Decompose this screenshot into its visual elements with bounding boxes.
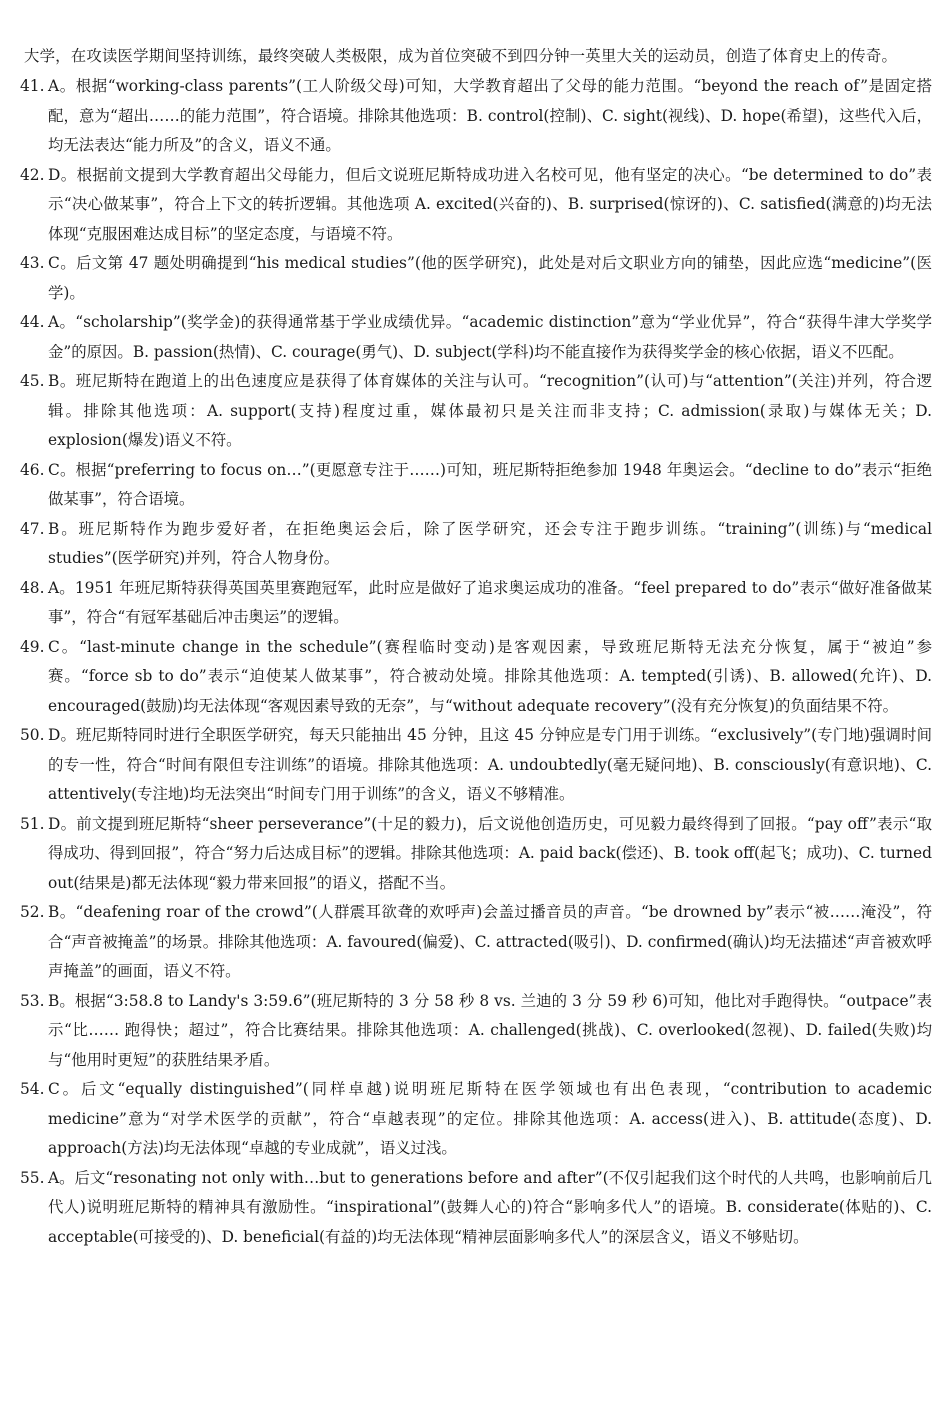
intro-paragraph: 大学，在攻读医学期间坚持训练，最终突破人类极限，成为首位突破不到四分钟一英里大关的运动员，创造了体育史上的传奇。 bbox=[24, 47, 898, 65]
explanation-item bbox=[20, 456, 932, 515]
explanation-item bbox=[20, 1164, 932, 1253]
explanation-item bbox=[20, 161, 932, 250]
explanation-item bbox=[20, 367, 932, 456]
question-number: 49. bbox=[20, 637, 45, 656]
explanation-item bbox=[20, 721, 932, 810]
explanation-text: D。班尼斯特同时进行全职医学研究，每天只能抽出 45 分钟，且这 45 分钟应是专门用于训练。“exclusively”(专门地)强调时间的专一性，符合“时间有限但专注训练”的语境。排除其他选项：A. undoubtedly(毫无疑问地)、B. consciously(有意识地)、C. attentively(专注地)均无法突出“时间专门用于训练”的含义，语义不够精准。 bbox=[48, 726, 932, 803]
explanation-item bbox=[20, 308, 932, 367]
explanation-item bbox=[20, 515, 932, 574]
explanation-text: B。“deafening roar of the crowd”(人群震耳欲聋的欢呼声)会盖过播音员的声音。“be drowned by”表示“被……淹没”，符合“声音被掩盖”的场景。排除其他选项：A. favoured(偏爱)、C. attracted(吸引)、D. confirmed(确认)均无法描述“声音被欢呼声掩盖”的画面，语义不符。 bbox=[48, 903, 932, 980]
question-number: 50. bbox=[20, 726, 45, 744]
question-number: 55. bbox=[20, 1168, 45, 1187]
explanation-item bbox=[20, 72, 932, 161]
explanation-text: A。后文“resonating not only with…but to generations before and after”(不仅引起我们这个时代的人共鸣，也影响前后几代人)说明班尼斯特的精神具有激励性。“inspirational”(鼓舞人心的)符合“影响多代人”的语境。B. considerate(体贴的)、C. acceptable(可接受的)、D. beneficial(有益的)均无法体现“精神层面影响多代人”的深层含义，语义不够贴切。 bbox=[48, 1168, 932, 1246]
question-number: 53. bbox=[20, 991, 45, 1010]
explanation-text: A。1951 年班尼斯特获得英国英里赛跑冠军，此时应是做好了追求奥运成功的准备。“feel prepared to do”表示“做好准备做某事”，符合“有冠军基础后冲击奥运”的逻辑。 bbox=[48, 578, 932, 626]
explanation-text: C。后文第 47 题处明确提到“his medical studies”(他的医学研究)，此处是对后文职业方向的铺垫，因此应选“medicine”(医学)。 bbox=[48, 254, 932, 302]
question-number: 54. bbox=[20, 1080, 45, 1098]
explanation-item bbox=[20, 1075, 932, 1164]
question-number: 43. bbox=[20, 254, 45, 272]
question-number: 41. bbox=[20, 77, 45, 95]
explanation-text: B。班尼斯特在跑道上的出色速度应是获得了体育媒体的关注与认可。“recognition”(认可)与“attention”(关注)并列，符合逻辑。排除其他选项：A. support(支持)程度过重，媒体最初只是关注而非支持；C. admission(录取)与媒体无关；D. explosion(爆发)语义不符。 bbox=[48, 372, 932, 449]
question-number: 42. bbox=[20, 165, 45, 184]
question-number: 45. bbox=[20, 372, 45, 390]
explanation-text: A。“scholarship”(奖学金)的获得通常基于学业成绩优异。“academic distinction”意为“学业优异”，符合“获得牛津大学奖学金”的原因。B. passion(热情)、C. courage(勇气)、D. subject(学科)均不能直接作为获得奖学金的核心依据，语义不匹配。 bbox=[48, 313, 932, 361]
explanation-list bbox=[20, 72, 932, 1252]
explanation-item bbox=[20, 987, 932, 1076]
explanation-item bbox=[20, 574, 932, 633]
explanation-text: D。前文提到班尼斯特“sheer perseverance”(十足的毅力)，后文说他创造历史，可见毅力最终得到了回报。“pay off”表示“取得成功、得到回报”，符合“努力后达成目标”的逻辑。排除其他选项：A. paid back(偿还)、B. took off(起飞；成功)、C. turned out(结果是)都无法体现“毅力带来回报”的语义，搭配不当。 bbox=[48, 814, 932, 892]
explanation-item bbox=[20, 249, 932, 308]
question-number: 46. bbox=[20, 460, 45, 479]
question-number: 47. bbox=[20, 519, 45, 538]
explanation-item bbox=[20, 898, 932, 987]
explanation-text: C。根据“preferring to focus on…”(更愿意专注于……)可知，班尼斯特拒绝参加 1948 年奥运会。“decline to do”表示“拒绝做某事”，符合语境。 bbox=[48, 460, 932, 508]
explanation-text: C。“last-minute change in the schedule”(赛程临时变动)是客观因素，导致班尼斯特无法充分恢复，属于“被迫”参赛。“force sb to do”表示“迫使某人做某事”，符合被动处境。排除其他选项：A. tempted(引诱)、B. allowed(允许)、D. encouraged(鼓励)均无法体现“客观因素导致的无奈”，与“without adequate recovery”(没有充分恢复)的负面结果不符。 bbox=[48, 637, 932, 715]
question-number: 44. bbox=[20, 313, 45, 331]
explanation-text: B。班尼斯特作为跑步爱好者，在拒绝奥运会后，除了医学研究，还会专注于跑步训练。“training”(训练)与“medical studies”(医学研究)并列，符合人物身份。 bbox=[48, 519, 932, 567]
explanation-item bbox=[20, 810, 932, 899]
explanation-text: D。根据前文提到大学教育超出父母能力，但后文说班尼斯特成功进入名校可见，他有坚定的决心。“be determined to do”表示“决心做某事”，符合上下文的转折逻辑。其他选项 A. excited(兴奋的)、B. surprised(惊讶的)、C. satisfied(满意的)均无法体现“克服困难达成目标”的坚定态度，与语境不符。 bbox=[48, 165, 932, 243]
explanation-item bbox=[20, 633, 932, 722]
question-number: 52. bbox=[20, 903, 45, 921]
question-number: 51. bbox=[20, 814, 45, 833]
explanation-text: B。根据“3:58.8 to Landy's 3:59.6”(班尼斯特的 3 分 58 秒 8 vs. 兰迪的 3 分 59 秒 6)可知，他比对手跑得快。“outpace”表示“比…… 跑得快；超过”，符合比赛结果。排除其他选项：A. challenged(挑战)、C. overlooked(忽视)、D. failed(失败)均与“他用时更短”的获胜结果矛盾。 bbox=[48, 991, 932, 1069]
question-number: 48. bbox=[20, 578, 45, 597]
explanation-text: A。根据“working-class parents”(工人阶级父母)可知，大学教育超出了父母的能力范围。“beyond the reach of”是固定搭配，意为“超出……的能力范围”，符合语境。排除其他选项：B. control(控制)、C. sight(视线)、D. hope(希望)，这些代入后，均无法表达“能力所及”的含义，语义不通。 bbox=[48, 77, 932, 154]
explanation-text: C。后文“equally distinguished”(同样卓越)说明班尼斯特在医学领域也有出色表现，“contribution to academic medicine”意为“对学术医学的贡献”，符合“卓越表现”的定位。排除其他选项：A. access(进入)、B. attitude(态度)、D. approach(方法)均无法体现“卓越的专业成就”，语义过浅。 bbox=[48, 1080, 932, 1157]
